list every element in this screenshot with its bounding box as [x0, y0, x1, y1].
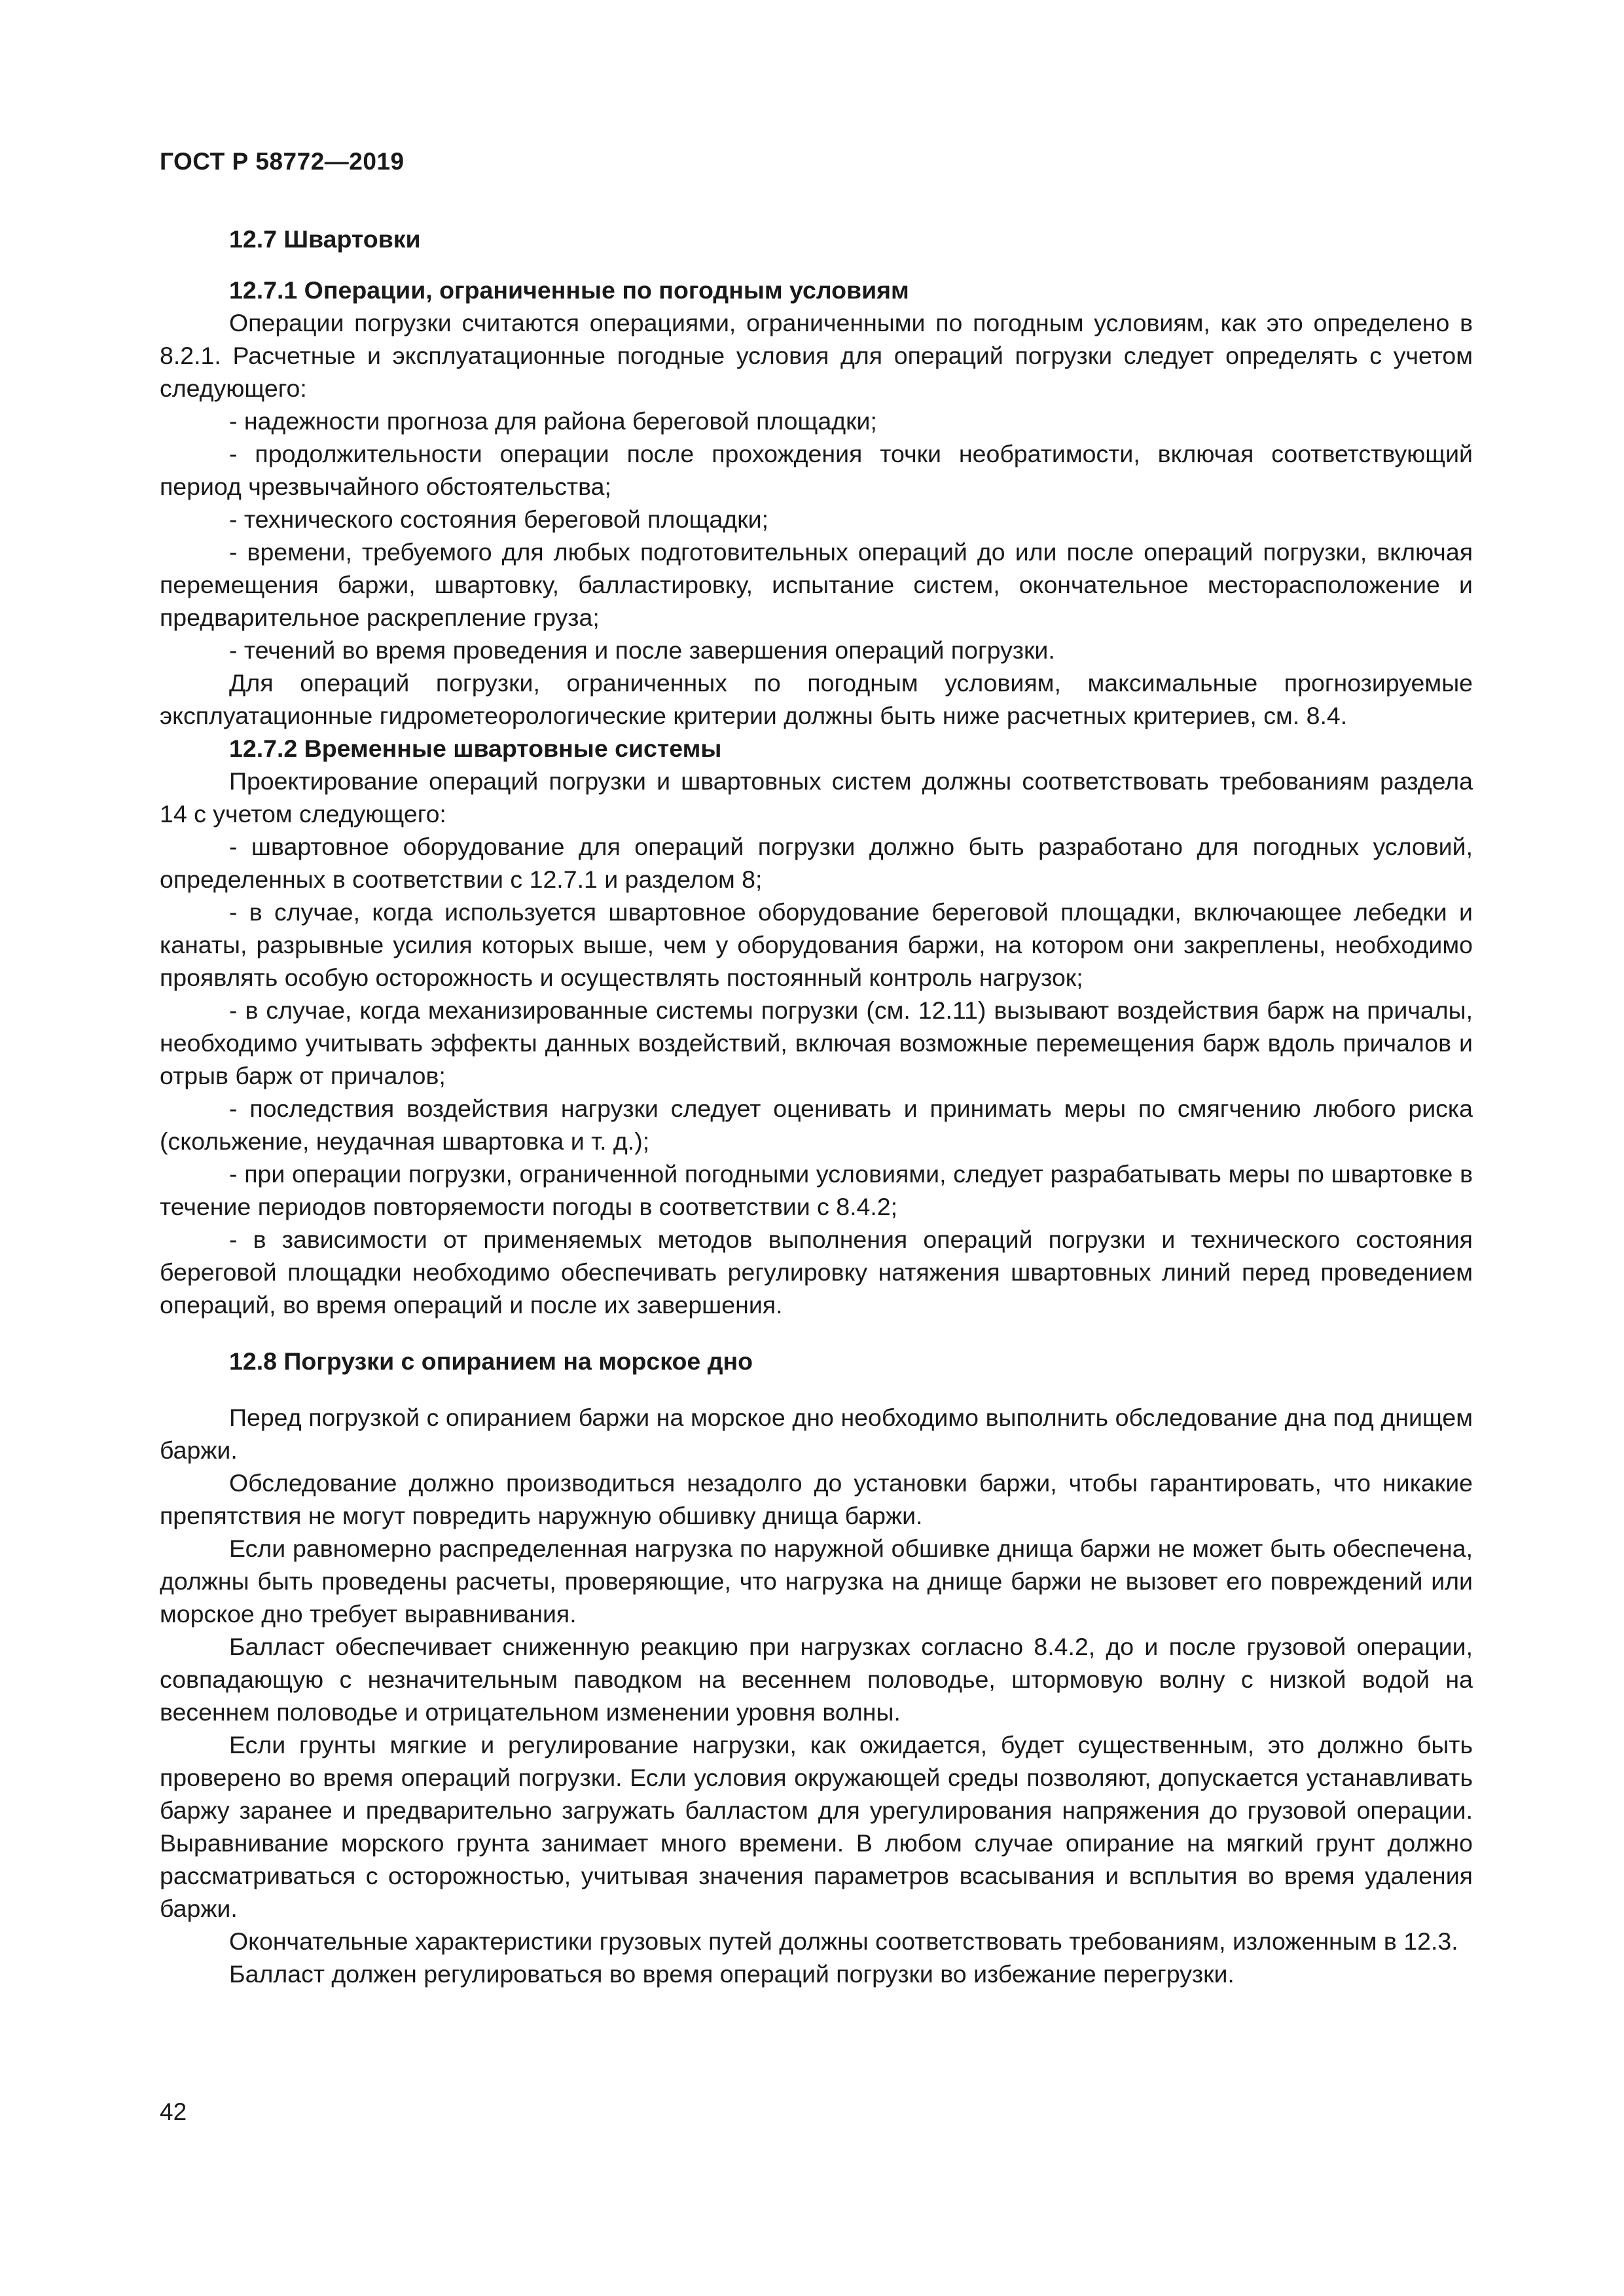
page-number: 42	[160, 2098, 187, 2125]
paragraph: Окончательные характеристики грузовых путей должны соответствовать требованиям, изложенным в 12.3.	[229, 1927, 1458, 1955]
paragraph: Операции погрузки считаются операциями, ограниченными по погодным условиям, как это определено в 8.2.1. Расчетные и эксплуатационные погодные условия для операций погрузки следует определять с учетом следующего:	[160, 309, 1473, 402]
document-header: ГОСТ Р 58772—2019	[160, 148, 405, 175]
list-item: - в зависимости от применяемых методов выполнения операций погрузки и технического состояния береговой площадки необходимо обеспечивать регулировку натяжения швартовных линий перед проведением операций, во время операций и после их завершения.	[160, 1226, 1473, 1319]
paragraph: Обследование должно производиться незадолго до установки баржи, чтобы гарантировать, что никакие препятствия не могут повредить наружную обшивку днища баржи.	[160, 1469, 1473, 1529]
list-item: - продолжительности операции после прохождения точки необратимости, включая соответствующий период чрезвычайного обстоятельства;	[160, 440, 1473, 500]
list-item: - последствия воздействия нагрузки следует оценивать и принимать меры по смягчению любого риска (скольжение, неудачная швартовка и т. д.);	[160, 1095, 1473, 1155]
paragraph: Для операций погрузки, ограниченных по погодным условиям, максимальные прогнозируемые эксплуатационные гидрометеорологические критерии должны быть ниже расчетных критериев, см. 8.4.	[160, 669, 1473, 729]
paragraph: Перед погрузкой с опиранием баржи на морское дно необходимо выполнить обследование дна под днищем баржи.	[160, 1404, 1473, 1464]
list-item: - надежности прогноза для района береговой площадки;	[229, 407, 877, 435]
section-12-7-1-title: 12.7.1 Операции, ограниченные по погодным условиям	[229, 276, 909, 304]
list-item: - течений во время проведения и после завершения операций погрузки.	[229, 636, 1055, 664]
paragraph: Если грунты мягкие и регулирование нагрузки, как ожидается, будет существенным, это должно быть проверено во время операций погрузки. Если условия окружающей среды позволяют, допускается устанавливать баржу заранее и предварительно загружать балластом для урегулирования напряжения до грузовой операции. Выравнивание морского грунта занимает много времени. В любом случае опирание на мягкий грунт должно рассматриваться с осторожностью, учитывая значения параметров всасывания и всплытия во время удаления баржи.	[160, 1731, 1473, 1922]
list-item: - при операции погрузки, ограниченной погодными условиями, следует разрабатывать меры по швартовке в течение периодов повторяемости погоды в соответствии с 8.4.2;	[160, 1160, 1473, 1220]
list-item: - швартовное оборудование для операций погрузки должно быть разработано для погодных условий, определенных в соответствии с 12.7.1 и разделом 8;	[160, 833, 1473, 893]
paragraph: Проектирование операций погрузки и швартовных систем должны соответствовать требованиям раздела 14 с учетом следующего:	[160, 767, 1473, 828]
list-item: - времени, требуемого для любых подготовительных операций до или после операций погрузки, включая перемещения баржи, швартовку, балластировку, испытание систем, окончательное месторасположение и предварительное раскрепление груза;	[160, 538, 1473, 631]
paragraph: Если равномерно распределенная нагрузка по наружной обшивке днища баржи не может быть обеспечена, должны быть проведены расчеты, проверяющие, что нагрузка на днище баржи не вызовет его повреждений или морское дно требует выравнивания.	[160, 1535, 1473, 1628]
list-item: - в случае, когда механизированные системы погрузки (см. 12.11) вызывают воздействия барж на причалы, необходимо учитывать эффекты данных воздействий, включая возможные перемещения барж вдоль причалов и отрыв барж от причалов;	[160, 996, 1473, 1089]
list-item: - технического состояния береговой площадки;	[229, 505, 769, 533]
section-12-7-2-title: 12.7.2 Временные швартовные системы	[229, 735, 722, 762]
paragraph: Балласт должен регулироваться во время операций погрузки во избежание перегрузки.	[229, 1960, 1235, 1988]
page-content	[160, 223, 1473, 1990]
section-12-7-title: 12.7 Швартовки	[229, 225, 421, 253]
paragraph: Балласт обеспечивает сниженную реакцию при нагрузках согласно 8.4.2, до и после грузовой операции, совпадающую с незначительным паводком на весеннем половодье, штормовую волну с низкой водой на весеннем половодье и отрицательном изменении уровня волны.	[160, 1633, 1473, 1726]
list-item: - в случае, когда используется швартовное оборудование береговой площадки, включающее лебедки и канаты, разрывные усилия которых выше, чем у оборудования баржи, на котором они закреплены, необходимо проявлять особую осторожность и осуществлять постоянный контроль нагрузок;	[160, 898, 1473, 991]
section-12-8-title: 12.8 Погрузки с опиранием на морское дно	[229, 1347, 753, 1375]
